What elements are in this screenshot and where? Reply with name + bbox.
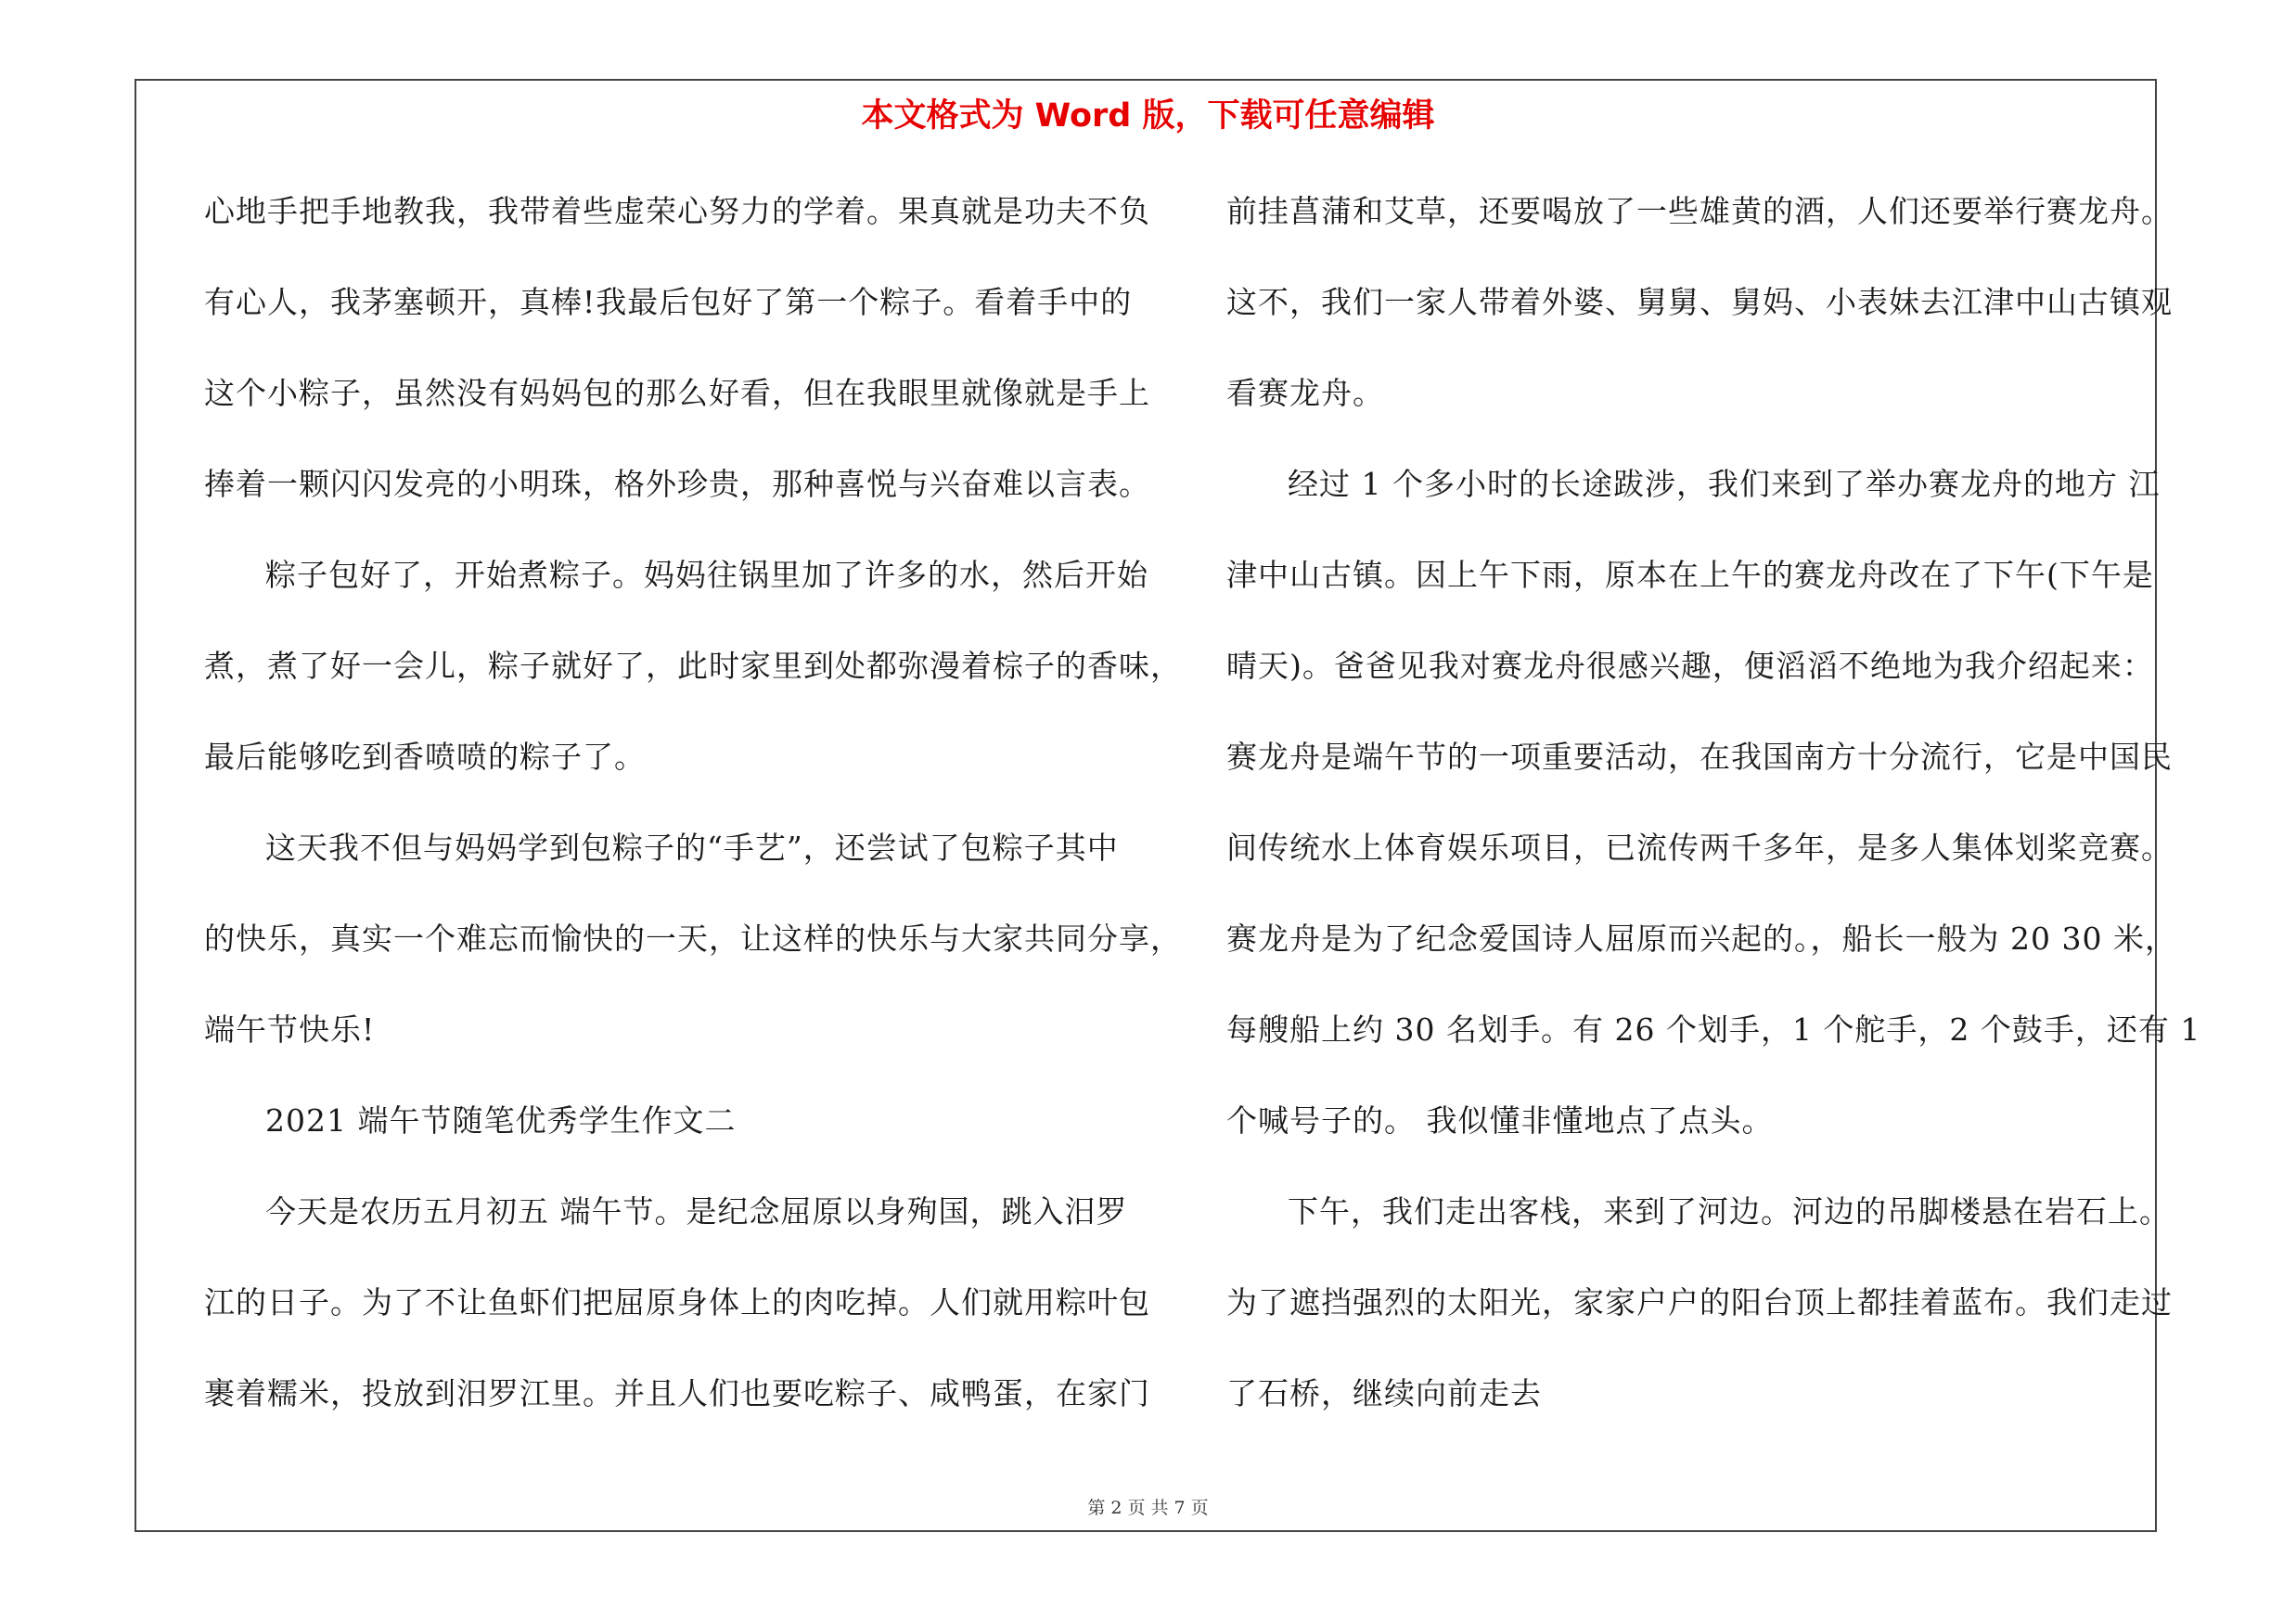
- right-line-9: 赛龙舟是为了纪念爱国诗人屈原而兴起的。，船长一般为 20 30 米，: [1226, 921, 2176, 957]
- right-line-4: 经过 1 个多小时的长途跋涉，我们来到了举办赛龙舟的地方 江: [1288, 466, 2161, 502]
- left-line-13: 江的日子。为了不让鱼虾们把屈原身体上的肉吃掉。人们就用粽叶包: [204, 1284, 1150, 1320]
- left-line-1: 心地手把手地教我，我带着些虚荣心努力的学着。果真就是功夫不负: [204, 193, 1150, 229]
- right-line-7: 赛龙舟是端午节的一项重要活动，在我国南方十分流行，它是中国民: [1226, 739, 2173, 775]
- section-heading: 2021 端午节随笔优秀学生作文二: [265, 1102, 737, 1139]
- right-line-14: 了石桥，继续向前走去: [1226, 1375, 1542, 1411]
- left-line-7: 最后能够吃到香喷喷的粽子了。: [204, 739, 646, 775]
- right-column: [1226, 184, 2201, 1457]
- right-line-1: 前挂菖蒲和艾草，还要喝放了一些雄黄的酒，人们还要举行赛龙舟。: [1226, 193, 2173, 229]
- page-indicator: 第 2 页 共 7 页: [1087, 1498, 1209, 1518]
- left-line-10: 端午节快乐!: [204, 1011, 376, 1048]
- right-line-10: 每艘船上约 30 名划手。有 26 个划手，1 个舵手，2 个鼓手，还有 1: [1226, 1011, 2201, 1048]
- left-line-14: 裹着糯米，投放到汨罗江里。并且人们也要吃粽子、咸鸭蛋，在家门: [204, 1375, 1150, 1411]
- left-line-6: 煮，煮了好一会儿，粽子就好了，此时家里到处都弥漫着棕子的香味，: [204, 648, 1182, 684]
- right-line-3: 看赛龙舟。: [1226, 375, 1384, 411]
- left-line-4: 捧着一颗闪闪发亮的小明珠，格外珍贵，那种喜悦与兴奋难以言表。: [204, 466, 1150, 502]
- left-line-8: 这天我不但与妈妈学到包粽子的“手艺”，还尝试了包粽子其中: [265, 830, 1119, 866]
- left-line-2: 有心人，我茅塞顿开，真棒!我最后包好了第一个粽子。看着手中的: [204, 284, 1133, 320]
- left-column: [204, 184, 1182, 1457]
- left-line-5: 粽子包好了，开始煮粽子。妈妈往锅里加了许多的水，然后开始: [265, 557, 1148, 593]
- right-line-5: 津中山古镇。因上午下雨，原本在上午的赛龙舟改在了下午(下午是: [1226, 557, 2154, 593]
- header-banner: 本文格式为 Word 版，下载可任意编辑: [861, 97, 1435, 135]
- right-line-12: 下午，我们走出客栈，来到了河边。河边的吊脚楼悬在岩石上。: [1288, 1193, 2171, 1230]
- right-line-11: 个喊号子的。 我似懂非懂地点了点头。: [1226, 1102, 1774, 1139]
- right-line-13: 为了遮挡强烈的太阳光，家家户户的阳台顶上都挂着蓝布。我们走过: [1226, 1284, 2173, 1320]
- right-line-6: 晴天)。爸爸见我对赛龙舟很感兴趣，便滔滔不绝地为我介绍起来：: [1226, 648, 2154, 684]
- left-line-12: 今天是农历五月初五 端午节。是纪念屈原以身殉国，跳入汨罗: [265, 1193, 1128, 1230]
- left-line-9: 的快乐，真实一个难忘而愉快的一天，让这样的快乐与大家共同分享，: [204, 921, 1182, 957]
- right-line-8: 间传统水上体育娱乐项目，已流传两千多年，是多人集体划桨竞赛。: [1226, 830, 2173, 866]
- right-line-2: 这不，我们一家人带着外婆、舅舅、舅妈、小表妹去江津中山古镇观: [1226, 284, 2173, 320]
- left-line-3: 这个小粽子，虽然没有妈妈包的那么好看，但在我眼里就像就是手上: [204, 375, 1150, 411]
